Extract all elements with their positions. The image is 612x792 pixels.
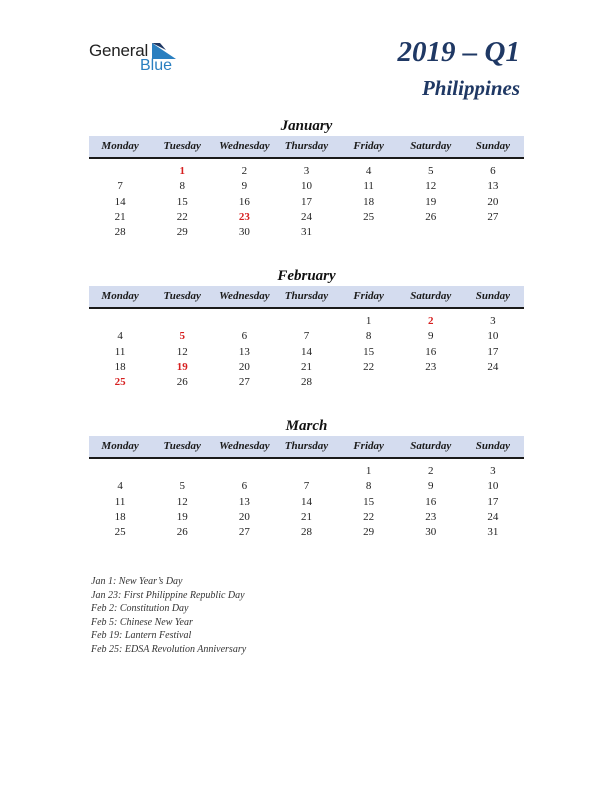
empty-day-cell [151,314,213,329]
day-cell: 22 [363,360,375,373]
day-cell: 11 [114,345,126,358]
weekday-header [89,436,524,459]
day-cell: 3 [490,465,496,477]
day-cell: 14 [300,345,312,358]
empty-day-cell [89,314,151,329]
weekday-label: Sunday [475,290,511,302]
day-cell: 24 [487,360,499,373]
day-cell: 30 [238,226,250,239]
week-row [89,375,524,390]
day-cell: 6 [241,480,248,493]
page-subtitle: Philippines [421,76,520,100]
day-cell: 22 [176,210,188,223]
weekday-label: Wednesday [219,290,270,302]
day-cell: 8 [365,330,372,343]
weekday-label: Sunday [475,440,511,452]
weekday-label: Tuesday [163,290,201,302]
week-row [89,164,524,179]
day-cell: 10 [487,330,499,343]
day-cell: 12 [176,345,188,358]
month-march [89,416,524,540]
weekday-header [89,286,524,309]
weekday-label: Monday [101,140,139,152]
day-cell: 7 [303,480,310,493]
day-cell: 18 [114,360,126,373]
empty-day-cell [151,464,213,479]
holiday-day-cell: 19 [176,360,188,373]
day-cell: 28 [300,526,312,539]
empty-day-cell [275,314,337,329]
day-cell: 20 [238,510,250,523]
day-cell: 21 [300,360,312,373]
week-row [89,525,524,540]
day-cell: 2 [241,165,248,177]
weekday-label: Thursday [284,440,329,452]
day-cell: 25 [363,210,375,223]
day-cell: 14 [300,495,312,508]
holiday-day-cell: 2 [428,315,434,327]
empty-day-cell [213,464,275,479]
week-row [89,225,524,240]
day-cell: 5 [179,480,185,493]
weekday-label: Saturday [410,440,452,452]
weekday-label: Saturday [410,140,452,152]
weekday-label: Tuesday [163,140,201,152]
week-row [89,179,524,194]
weekday-label: Friday [353,440,384,452]
empty-day-cell [462,225,524,240]
month-name: January [280,118,333,134]
week-row [89,479,524,494]
day-cell: 21 [114,210,126,223]
empty-day-cell [400,225,462,240]
day-cell: 10 [487,480,499,493]
day-cell: 13 [238,495,250,508]
day-cell: 4 [117,480,123,493]
day-cell: 4 [365,165,372,177]
day-cell: 1 [365,315,372,327]
holiday-note: Feb 19: Lantern Festival [91,630,192,642]
day-cell: 7 [117,180,123,193]
page-title: 2019 – Q1 [397,36,520,68]
weekday-label: Saturday [410,290,452,302]
day-cell: 3 [490,315,496,327]
day-cell: 27 [238,526,250,539]
empty-day-cell [275,464,337,479]
day-cell: 20 [238,360,250,373]
day-cell: 14 [114,195,126,208]
day-cell: 26 [176,376,188,389]
day-cell: 7 [303,330,310,343]
day-cell: 9 [428,480,434,493]
week-row [89,510,524,525]
day-cell: 9 [428,330,434,343]
weekday-label: Monday [101,440,139,452]
month-name: February [277,268,336,284]
day-cell: 16 [425,495,437,508]
day-cell: 18 [363,195,375,208]
week-grid [89,314,524,390]
day-cell: 6 [241,330,248,343]
week-row [89,464,524,479]
week-grid [89,164,524,240]
day-cell: 23 [425,510,437,523]
weekday-label: Sunday [475,140,511,152]
day-cell: 27 [238,376,250,389]
logo [89,41,189,77]
day-cell: 1 [365,465,372,477]
logo-text-general: General [89,41,149,60]
week-row [89,195,524,210]
weekday-label: Monday [101,290,139,302]
day-cell: 30 [425,526,437,539]
day-cell: 17 [487,345,499,358]
weekday-label: Friday [353,140,384,152]
day-cell: 2 [428,465,434,477]
day-cell: 23 [425,360,437,373]
day-cell: 26 [425,210,437,223]
empty-day-cell [89,464,151,479]
day-cell: 12 [176,495,188,508]
weekday-label: Wednesday [219,140,270,152]
day-cell: 17 [487,495,499,508]
empty-day-cell [338,225,400,240]
holiday-notes [91,575,246,657]
day-cell: 4 [117,330,123,343]
week-row [89,345,524,360]
weekday-label: Tuesday [163,440,201,452]
day-cell: 13 [487,180,499,193]
day-cell: 3 [303,165,310,177]
day-cell: 29 [176,226,188,239]
day-cell: 26 [176,526,188,539]
empty-day-cell [213,314,275,329]
weekday-header [89,136,524,159]
weekday-label: Thursday [284,140,329,152]
weekday-label: Thursday [284,290,329,302]
day-cell: 19 [176,510,188,523]
day-cell: 24 [487,510,499,523]
day-cell: 28 [114,226,126,239]
week-row [89,210,524,225]
day-cell: 19 [425,195,437,208]
weekday-label: Friday [353,290,384,302]
holiday-day-cell: 23 [238,210,250,223]
holiday-day-cell: 25 [114,376,126,389]
month-name: March [285,418,328,434]
day-cell: 6 [490,165,496,177]
holiday-day-cell: 5 [179,330,185,343]
month-february [89,266,524,390]
day-cell: 11 [363,180,374,193]
day-cell: 16 [238,195,250,208]
day-cell: 25 [114,526,126,539]
day-cell: 16 [425,345,437,358]
day-cell: 11 [114,495,126,508]
day-cell: 17 [300,195,312,208]
empty-day-cell [462,375,524,390]
day-cell: 15 [363,495,375,508]
week-row [89,314,524,329]
holiday-note: Jan 23: First Philippine Republic Day [91,589,245,601]
day-cell: 21 [300,510,312,523]
week-row [89,360,524,375]
day-cell: 12 [425,180,437,193]
week-grid [89,464,524,540]
day-cell: 15 [363,345,375,358]
logo-text-blue: Blue [140,57,173,74]
day-cell: 8 [365,480,372,493]
empty-day-cell [338,375,400,390]
holiday-note: Feb 25: EDSA Revolution Anniversary [91,643,247,655]
empty-day-cell [89,164,151,179]
day-cell: 31 [487,526,499,539]
day-cell: 8 [179,180,185,193]
week-row [89,329,524,344]
empty-day-cell [400,375,462,390]
day-cell: 22 [363,510,375,523]
day-cell: 20 [487,195,499,208]
day-cell: 31 [300,226,312,239]
day-cell: 18 [114,510,126,523]
holiday-note: Feb 5: Chinese New Year [91,616,193,628]
weekday-label: Wednesday [219,440,270,452]
day-cell: 15 [176,195,188,208]
holiday-note: Feb 2: Constitution Day [91,603,189,615]
holiday-day-cell: 1 [179,165,185,177]
week-row [89,495,524,510]
month-january [89,116,524,240]
day-cell: 13 [238,345,250,358]
day-cell: 27 [487,210,499,223]
holiday-note: Jan 1: New Year’s Day [91,576,183,587]
day-cell: 24 [300,210,312,223]
day-cell: 28 [300,376,312,389]
day-cell: 9 [241,180,248,193]
day-cell: 29 [363,526,375,539]
day-cell: 10 [300,180,312,193]
day-cell: 5 [428,165,434,177]
